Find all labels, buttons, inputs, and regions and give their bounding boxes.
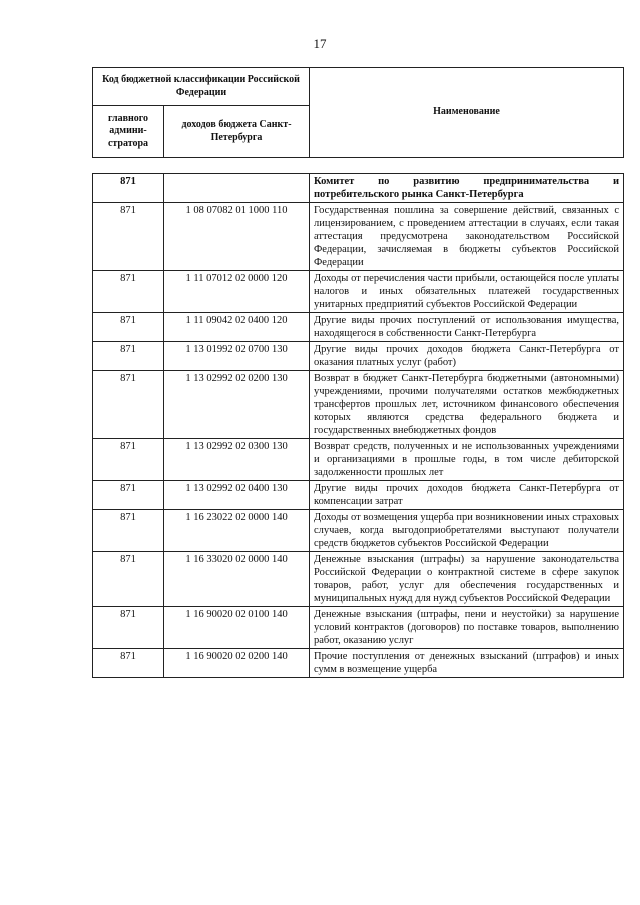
income-code-cell xyxy=(164,174,310,203)
admin-code-cell: 871 xyxy=(93,439,164,481)
income-code-cell: 1 16 90020 02 0100 140 xyxy=(164,607,310,649)
header-income-column: доходов бюджета Санкт-Петербурга xyxy=(164,106,310,158)
classification-table xyxy=(92,173,624,678)
income-code-cell: 1 16 33020 02 0000 140 xyxy=(164,552,310,607)
income-code-cell: 1 13 01992 02 0700 130 xyxy=(164,342,310,371)
name-cell: Доходы от возмещения ущерба при возникновении иных страховых случаев, когда выгодоприобретателями выступают получатели средств бюджетов субъектов Российской Федерации xyxy=(310,510,624,552)
admin-code-cell: 871 xyxy=(93,342,164,371)
name-cell: Денежные взыскания (штрафы) за нарушение законодательства Российской Федерации о контрактной системе в сфере закупок товаров, работ, услуг для обеспечения государственных и муниципальных нужд для нужд субъектов Российской Федерации xyxy=(310,552,624,607)
income-code-cell: 1 11 09042 02 0400 120 xyxy=(164,313,310,342)
name-cell: Комитет по развитию предпринимательства и потребительского рынка Санкт-Петербурга xyxy=(310,174,624,203)
table-row xyxy=(93,313,624,342)
table-row xyxy=(93,481,624,510)
table-row xyxy=(93,203,624,271)
income-code-cell: 1 13 02992 02 0300 130 xyxy=(164,439,310,481)
name-cell: Возврат в бюджет Санкт-Петербурга бюджетными (автономными) учреждениями, прочими получателями остатков межбюджетных трансфертов прошлых лет, источником финансового обеспечения которых являются средства федерального бюджета и государственных внебюджетных фондов xyxy=(310,371,624,439)
admin-code-cell: 871 xyxy=(93,313,164,342)
table-row xyxy=(93,342,624,371)
income-code-cell: 1 13 02992 02 0400 130 xyxy=(164,481,310,510)
table-row xyxy=(93,649,624,678)
table-row xyxy=(93,371,624,439)
income-code-cell: 1 11 07012 02 0000 120 xyxy=(164,271,310,313)
table-row xyxy=(93,607,624,649)
table-row xyxy=(93,439,624,481)
admin-code-cell: 871 xyxy=(93,174,164,203)
income-code-cell: 1 13 02992 02 0200 130 xyxy=(164,371,310,439)
admin-code-cell: 871 xyxy=(93,203,164,271)
header-admin-column: главного админи-стратора xyxy=(93,106,164,158)
admin-code-cell: 871 xyxy=(93,371,164,439)
page-number: 17 xyxy=(313,36,327,51)
name-cell: Возврат средств, полученных и не использованных учреждениями и организациями в прошлые годы, в том числе дебиторской задолженности прошлых лет xyxy=(310,439,624,481)
header-group-title: Код бюджетной классификации Российской Федерации xyxy=(93,68,310,106)
name-cell: Денежные взыскания (штрафы, пени и неустойки) за нарушение условий контрактов (договоров) по поставке товаров, выполнению работ, оказанию услуг xyxy=(310,607,624,649)
admin-code-cell: 871 xyxy=(93,649,164,678)
income-code-cell: 1 16 23022 02 0000 140 xyxy=(164,510,310,552)
name-cell: Государственная пошлина за совершение действий, связанных с лицензированием, с проведением аттестации в случаях, если такая аттестация предусмотрена законодательством Российской Федерации, зачисляемая в бюджеты субъектов Российской Федерации xyxy=(310,203,624,271)
admin-code-cell: 871 xyxy=(93,271,164,313)
admin-code-cell: 871 xyxy=(93,510,164,552)
income-code-cell: 1 08 07082 01 1000 110 xyxy=(164,203,310,271)
name-cell: Доходы от перечисления части прибыли, остающейся после уплаты налогов и иных обязательных платежей государственных унитарных предприятий субъектов Российской Федерации xyxy=(310,271,624,313)
income-code-cell: 1 16 90020 02 0200 140 xyxy=(164,649,310,678)
table-row xyxy=(93,510,624,552)
name-cell: Другие виды прочих доходов бюджета Санкт-Петербурга от компенсации затрат xyxy=(310,481,624,510)
name-cell: Другие виды прочих доходов бюджета Санкт-Петербурга от оказания платных услуг (работ) xyxy=(310,342,624,371)
table-row xyxy=(93,552,624,607)
header-table xyxy=(92,67,624,158)
table-row xyxy=(93,271,624,313)
header-name-column: Наименование xyxy=(310,68,624,158)
name-cell: Другие виды прочих поступлений от использования имущества, находящегося в собственности Санкт-Петербурга xyxy=(310,313,624,342)
name-cell: Прочие поступления от денежных взысканий (штрафов) и иных сумм в возмещение ущерба xyxy=(310,649,624,678)
table-row xyxy=(93,174,624,203)
admin-code-cell: 871 xyxy=(93,481,164,510)
admin-code-cell: 871 xyxy=(93,552,164,607)
admin-code-cell: 871 xyxy=(93,607,164,649)
